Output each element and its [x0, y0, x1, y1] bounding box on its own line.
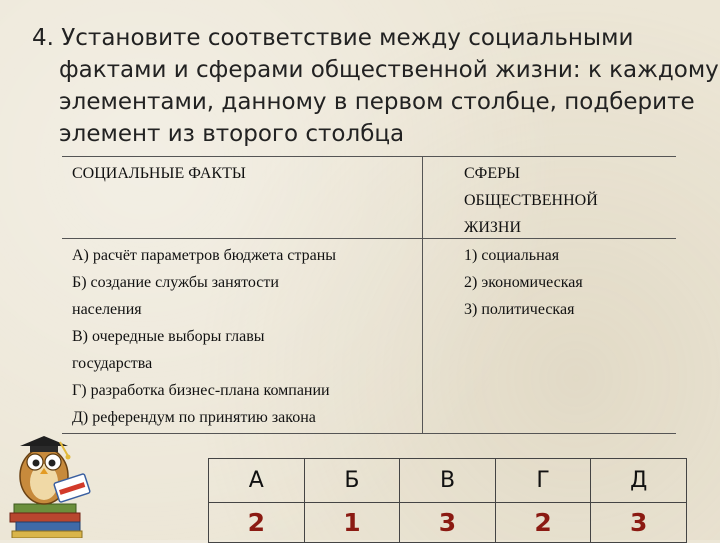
question-text	[32, 22, 719, 150]
fact-item: Д) референдум по принятию закона	[72, 409, 316, 426]
table-column-divider	[422, 156, 423, 434]
fact-item: В) очередные выборы главы	[72, 328, 265, 345]
answer-value-v: 3	[400, 503, 496, 543]
fact-item: населения	[72, 301, 142, 318]
fact-item: Г) разработка бизнес-плана компании	[72, 382, 330, 399]
header-line: ОБЩЕСТВЕННОЙ	[464, 192, 598, 209]
question-line: элементами, данному в первом столбце, подберите	[59, 89, 695, 115]
question-line: фактами и сферами общественной жизни: к каждому	[59, 57, 719, 83]
header-line: СФЕРЫ	[464, 165, 520, 182]
fact-item: Б) создание службы занятости	[72, 274, 279, 291]
header-social-facts: СОЦИАЛЬНЫЕ ФАКТЫ	[72, 165, 246, 182]
answer-letter-b: Б	[305, 459, 401, 503]
answer-value-d: 3	[591, 503, 687, 543]
spheres-list	[464, 242, 674, 323]
answer-value-b: 1	[305, 503, 401, 543]
fact-item: А) расчёт параметров бюджета страны	[72, 247, 336, 264]
book-stack-icon	[10, 504, 82, 538]
table-bottom-border	[62, 433, 676, 434]
question-line: 4. Установите соответствие между социальными	[32, 25, 634, 51]
answer-value-g: 2	[496, 503, 592, 543]
answer-value-a: 2	[209, 503, 305, 543]
answer-letter-v: В	[400, 459, 496, 503]
answer-letter-a: А	[209, 459, 305, 503]
question-line: элемент из второго столбца	[59, 121, 405, 147]
left-column-header	[72, 160, 422, 187]
sphere-item: 2) экономическая	[464, 274, 583, 291]
answer-grid	[208, 458, 687, 543]
matching-table	[62, 156, 676, 434]
header-line: ЖИЗНИ	[464, 219, 522, 236]
answer-letter-d: Д	[591, 459, 687, 503]
table-top-border	[62, 156, 676, 157]
sphere-item: 1) социальная	[464, 247, 560, 264]
owl-mascot-icon	[4, 416, 96, 538]
right-column-header	[464, 160, 674, 241]
sphere-item: 3) политическая	[464, 301, 575, 318]
social-facts-list	[72, 242, 422, 431]
answer-letter-g: Г	[496, 459, 592, 503]
fact-item: государства	[72, 355, 153, 372]
